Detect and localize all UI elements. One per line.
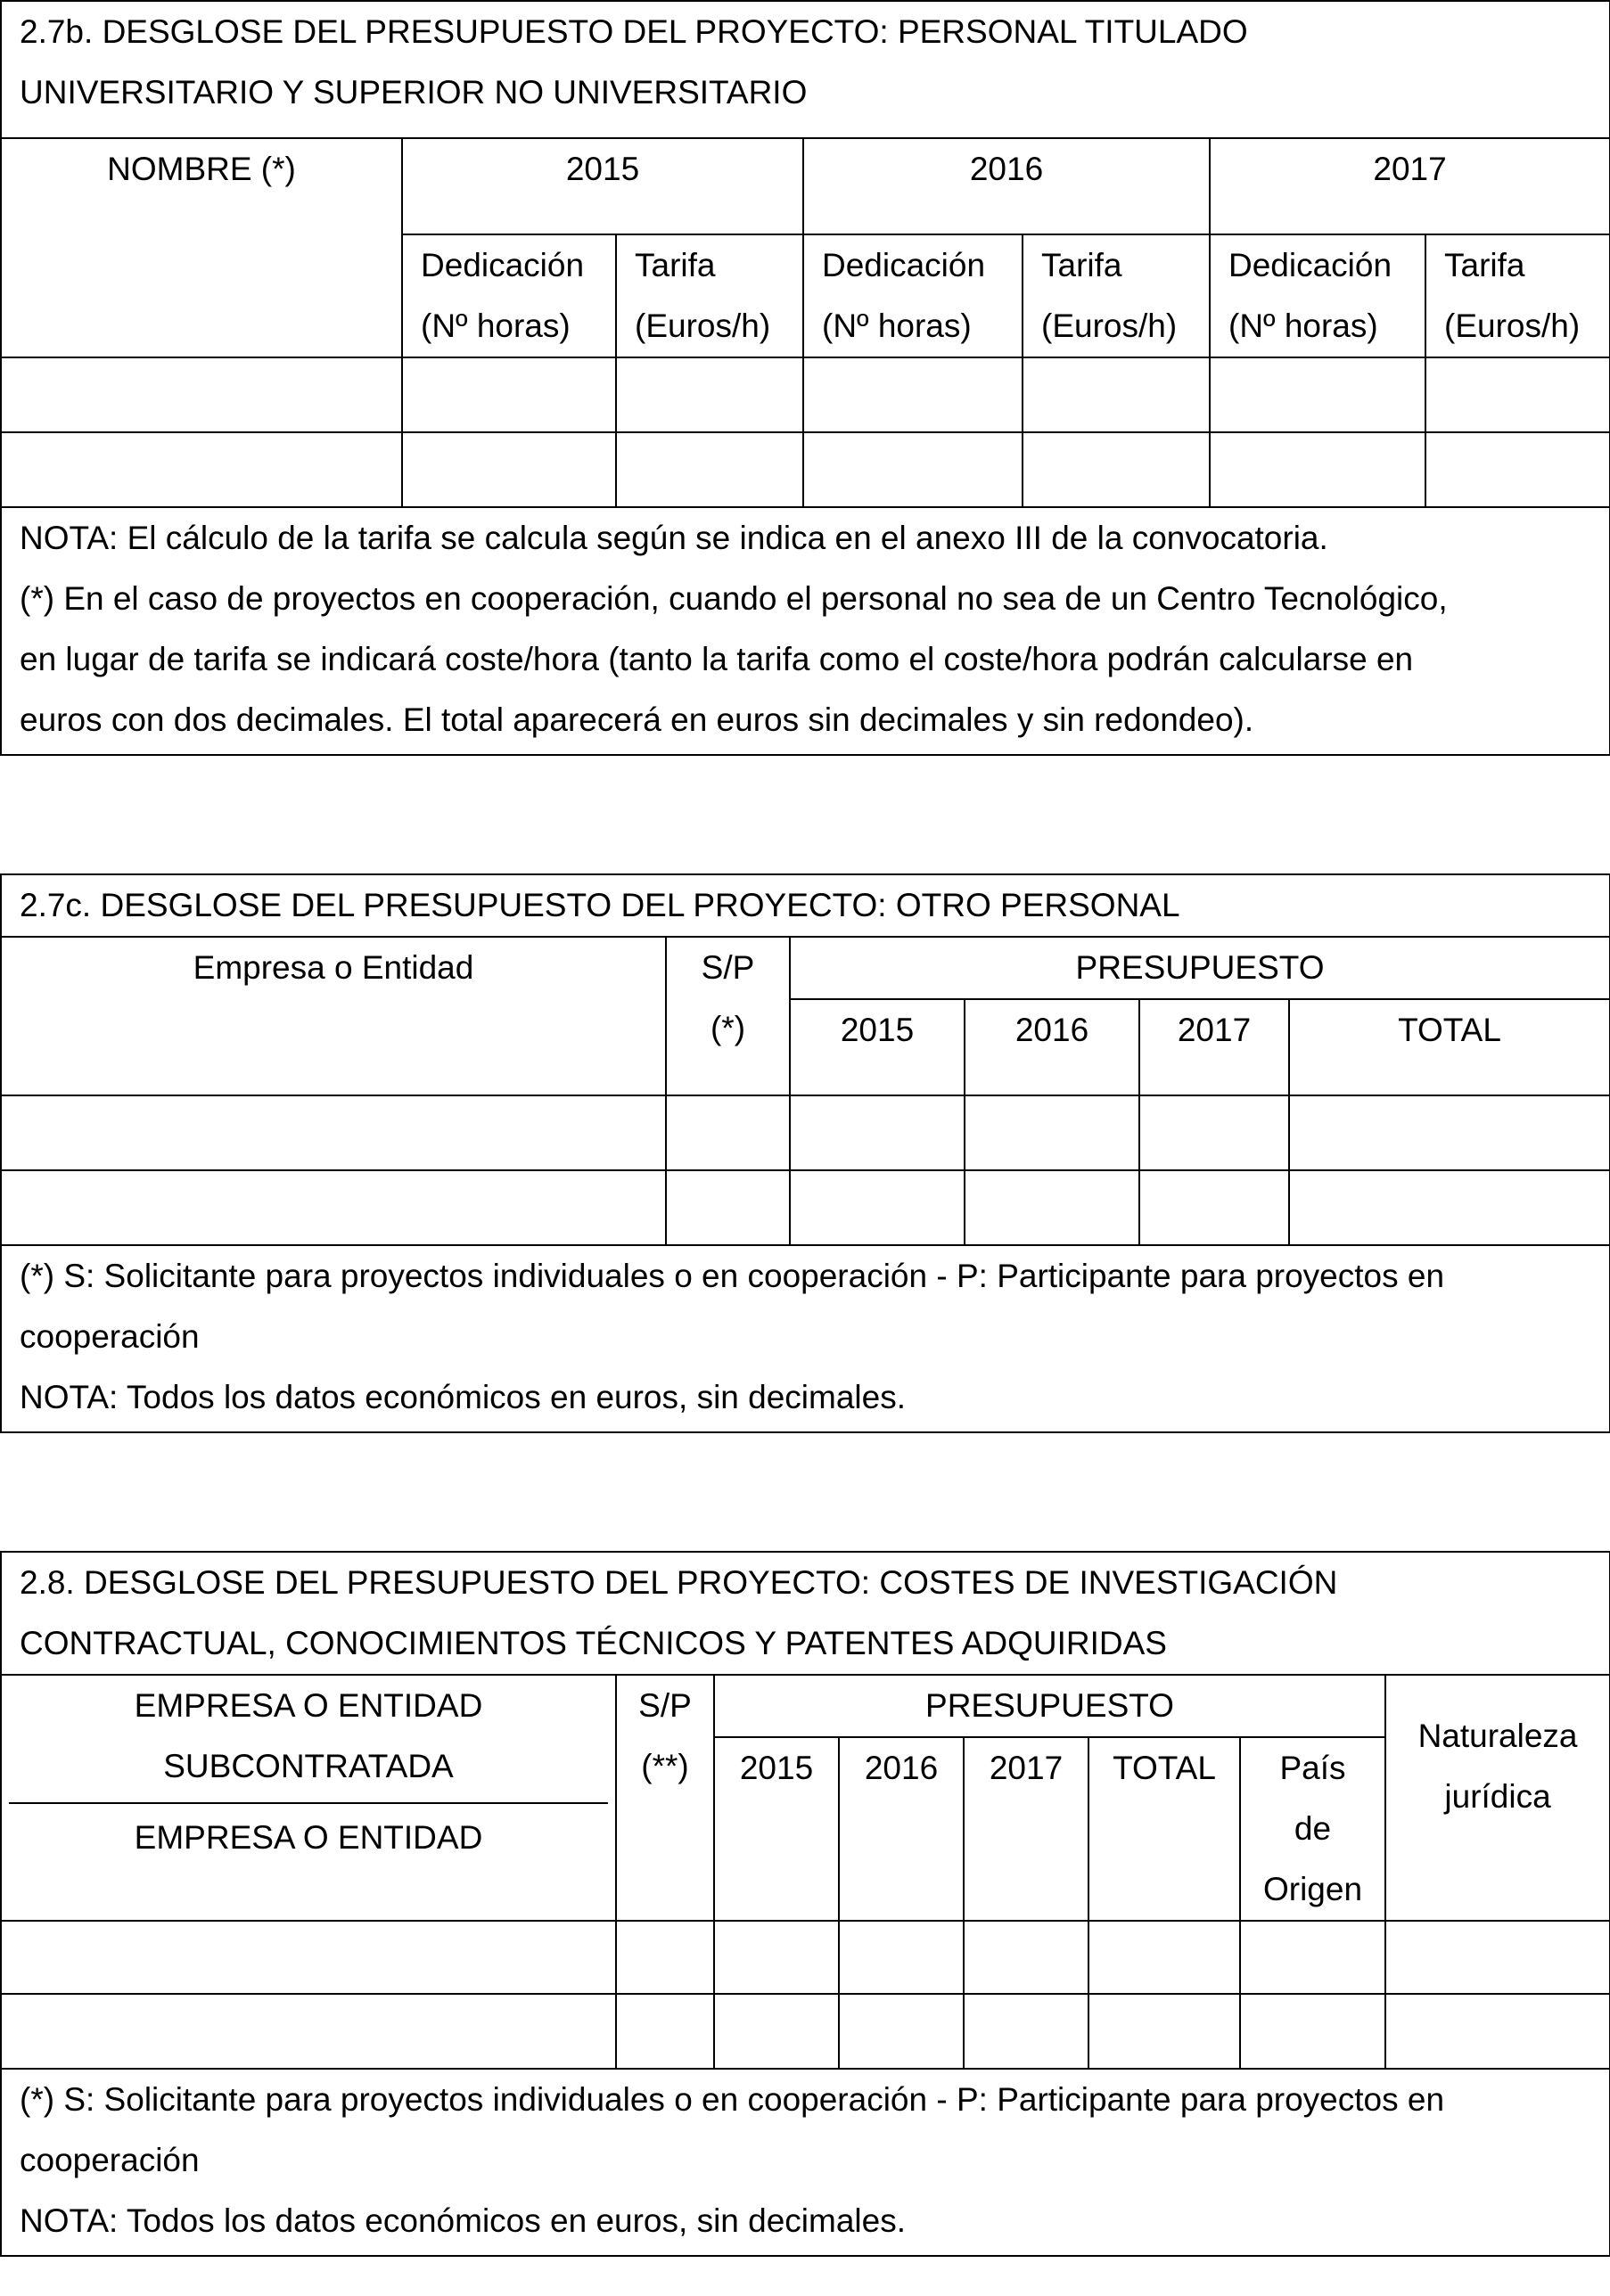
entity-cell[interactable] [1, 1994, 616, 2069]
header-sp: S/P (**) [616, 1675, 714, 1921]
table-row [1, 1095, 1610, 1170]
hours-cell[interactable] [803, 357, 1023, 432]
header-year-2016: 2016 [839, 1737, 964, 1921]
table-row [1, 1994, 1610, 2069]
note-line: (*) En el caso de proyectos en cooperación, cuando el personal no sea de un Centro Tecnológico, [20, 580, 1448, 617]
hours-cell[interactable] [803, 432, 1023, 507]
header-dedicacion: Dedicación (Nº horas) [803, 234, 1023, 357]
title-line: 2.8. DESGLOSE DEL PRESUPUESTO DEL PROYECTO: COSTES DE INVESTIGACIÓN [20, 1564, 1338, 1601]
rate-cell[interactable] [1023, 432, 1210, 507]
note-line: (*) S: Solicitante para proyectos individuales o en cooperación - P: Participante para proyectos en [20, 1258, 1445, 1294]
note-line: en lugar de tarifa se indicará coste/hora (tanto la tarifa como el coste/hora podrán calcularse en [20, 641, 1414, 677]
sp-cell[interactable] [666, 1170, 790, 1245]
amount-cell[interactable] [1139, 1170, 1289, 1245]
header-presupuesto: PRESUPUESTO [790, 937, 1610, 999]
header-sp: S/P (*) [666, 937, 790, 1095]
table-note [1, 2069, 1610, 2256]
amount-cell[interactable] [964, 1921, 1088, 1994]
rate-cell[interactable] [616, 357, 803, 432]
header-nombre: NOMBRE (*) [1, 138, 402, 357]
header-presupuesto: PRESUPUESTO [714, 1675, 1385, 1737]
header-tarifa: Tarifa (Euros/h) [616, 234, 803, 357]
amount-cell[interactable] [714, 1994, 839, 2069]
header-year-2016: 2016 [803, 138, 1210, 234]
rate-cell[interactable] [1425, 432, 1610, 507]
header-year-2015: 2015 [714, 1737, 839, 1921]
header-total: TOTAL [1088, 1737, 1240, 1921]
header-entity: EMPRESA O ENTIDAD SUBCONTRATADA EMPRESA O ENTIDAD [1, 1675, 616, 1921]
header-year-2015: 2015 [790, 999, 965, 1095]
otro-personal-table [0, 873, 1610, 1433]
country-cell[interactable] [1240, 1994, 1385, 2069]
personal-titulado-table [0, 0, 1610, 756]
note-line: NOTA: Todos los datos económicos en euros, sin decimales. [20, 1379, 906, 1415]
rate-cell[interactable] [1023, 357, 1210, 432]
table-note [1, 507, 1610, 755]
header-pais-origen: País de Origen [1240, 1737, 1385, 1921]
title-line: UNIVERSITARIO Y SUPERIOR NO UNIVERSITARIO [20, 74, 808, 111]
header-dedicacion: Dedicación (Nº horas) [402, 234, 616, 357]
table-row [1, 432, 1610, 507]
header-tarifa: Tarifa (Euros/h) [1425, 234, 1610, 357]
header-year-2017: 2017 [964, 1737, 1088, 1921]
amount-cell[interactable] [1139, 1095, 1289, 1170]
legal-nature-cell[interactable] [1385, 1994, 1610, 2069]
note-line: cooperación [20, 2142, 200, 2178]
note-line: (*) S: Solicitante para proyectos individuales o en cooperación - P: Participante para proyectos en [20, 2081, 1445, 2118]
note-line: NOTA: El cálculo de la tarifa se calcula según se indica en el anexo III de la convocatoria. [20, 520, 1328, 556]
name-cell[interactable] [1, 357, 402, 432]
header-year-2015: 2015 [402, 138, 803, 234]
header-total: TOTAL [1289, 999, 1610, 1095]
total-cell[interactable] [1289, 1095, 1610, 1170]
title-line: CONTRACTUAL, CONOCIMIENTOS TÉCNICOS Y PATENTES ADQUIRIDAS [20, 1625, 1167, 1661]
sp-cell[interactable] [616, 1994, 714, 2069]
total-cell[interactable] [1088, 1921, 1240, 1994]
header-year-2017: 2017 [1210, 138, 1610, 234]
total-cell[interactable] [1289, 1170, 1610, 1245]
table-row [1, 357, 1610, 432]
hours-cell[interactable] [1210, 357, 1425, 432]
amount-cell[interactable] [964, 1994, 1088, 2069]
hours-cell[interactable] [402, 357, 616, 432]
header-year-2016: 2016 [965, 999, 1139, 1095]
total-cell[interactable] [1088, 1994, 1240, 2069]
sp-cell[interactable] [666, 1095, 790, 1170]
amount-cell[interactable] [714, 1921, 839, 1994]
header-naturaleza: Naturaleza jurídica [1385, 1675, 1610, 1921]
entity-cell[interactable] [1, 1921, 616, 1994]
header-year-2017: 2017 [1139, 999, 1289, 1095]
table-row [1, 1921, 1610, 1994]
header-tarifa: Tarifa (Euros/h) [1023, 234, 1210, 357]
note-line: cooperación [20, 1318, 200, 1355]
amount-cell[interactable] [790, 1095, 965, 1170]
table-note [1, 1245, 1610, 1432]
note-line: NOTA: Todos los datos económicos en euros, sin decimales. [20, 2202, 906, 2239]
amount-cell[interactable] [965, 1095, 1139, 1170]
header-dedicacion: Dedicación (Nº horas) [1210, 234, 1425, 357]
amount-cell[interactable] [839, 1921, 964, 1994]
header-divider [9, 1802, 608, 1804]
section-title [1, 1552, 1610, 1675]
hours-cell[interactable] [1210, 432, 1425, 507]
section-title: 2.7c. DESGLOSE DEL PRESUPUESTO DEL PROYECTO: OTRO PERSONAL [1, 874, 1610, 937]
amount-cell[interactable] [965, 1170, 1139, 1245]
rate-cell[interactable] [1425, 357, 1610, 432]
entity-cell[interactable] [1, 1095, 666, 1170]
investigacion-contractual-table [0, 1551, 1610, 2257]
country-cell[interactable] [1240, 1921, 1385, 1994]
legal-nature-cell[interactable] [1385, 1921, 1610, 1994]
amount-cell[interactable] [790, 1170, 965, 1245]
sp-cell[interactable] [616, 1921, 714, 1994]
header-entity: Empresa o Entidad [1, 937, 666, 1095]
title-line: 2.7b. DESGLOSE DEL PRESUPUESTO DEL PROYECTO: PERSONAL TITULADO [20, 13, 1248, 50]
entity-cell[interactable] [1, 1170, 666, 1245]
rate-cell[interactable] [616, 432, 803, 507]
hours-cell[interactable] [402, 432, 616, 507]
table-row [1, 1170, 1610, 1245]
amount-cell[interactable] [839, 1994, 964, 2069]
section-title [1, 1, 1610, 138]
name-cell[interactable] [1, 432, 402, 507]
note-line: euros con dos decimales. El total aparecerá en euros sin decimales y sin redondeo). [20, 701, 1254, 738]
